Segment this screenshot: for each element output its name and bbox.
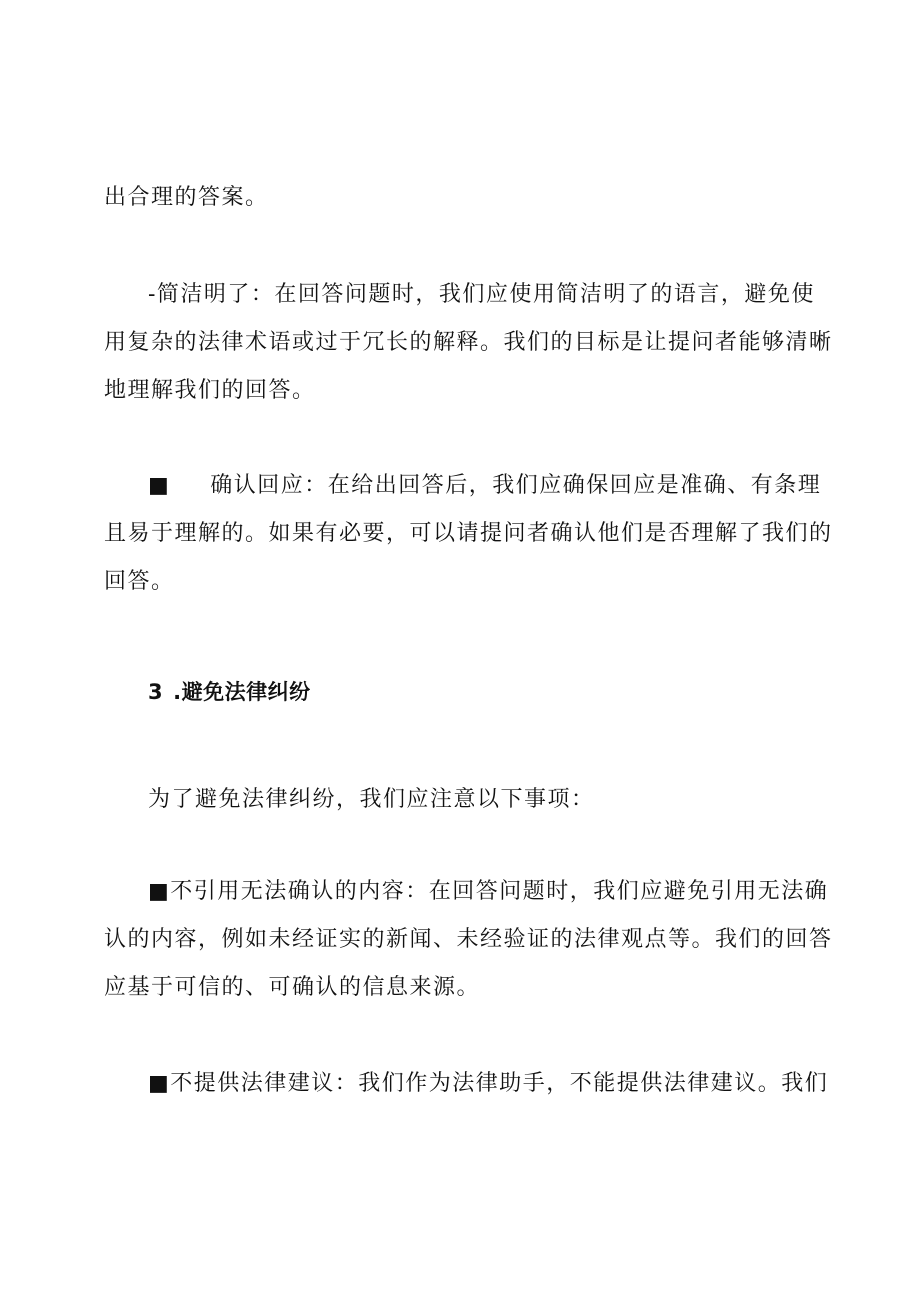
paragraph-3-line-1-text: 确认回应：在给出回答后，我们应确保回应是准确、有条理	[210, 473, 822, 498]
paragraph-5-line-1: ■不引用无法确认的内容：在回答问题时，我们应避免引用无法确	[148, 879, 829, 904]
paragraph-4-line-1: 为了避免法律纠纷，我们应注意以下事项：	[148, 787, 595, 812]
section-heading	[148, 677, 824, 707]
paragraph-3-line-1	[148, 471, 824, 501]
paragraph-6-line-1: ■不提供法律建议：我们作为法律助手，不能提供法律建议。我们	[148, 1071, 829, 1096]
paragraph-5-line-2: 认的内容，例如未经证实的新闻、未经验证的法律观点等。我们的回答	[104, 927, 833, 952]
paragraph-5-line-3: 应基于可信的、可确认的信息来源。	[104, 975, 481, 1000]
paragraph-2-line-2: 用复杂的法律术语或过于冗长的解释。我们的目标是让提问者能够清晰	[104, 330, 833, 355]
paragraph-1-line-1: 出合理的答案。	[104, 185, 269, 210]
section-title: .避免法律纠纷	[173, 680, 311, 704]
paragraph-2-line-1: -简洁明了：在回答问题时，我们应使用简洁明了的语言，避免使	[148, 282, 815, 307]
section-number: 3	[148, 680, 164, 704]
paragraph-2-line-3: 地理解我们的回答。	[104, 378, 316, 403]
paragraph-3-line-3: 回答。	[104, 569, 175, 594]
square-bullet-icon: ■	[148, 473, 171, 498]
paragraph-3-line-2: 且易于理解的。如果有必要，可以请提问者确认他们是否理解了我们的	[104, 521, 833, 546]
